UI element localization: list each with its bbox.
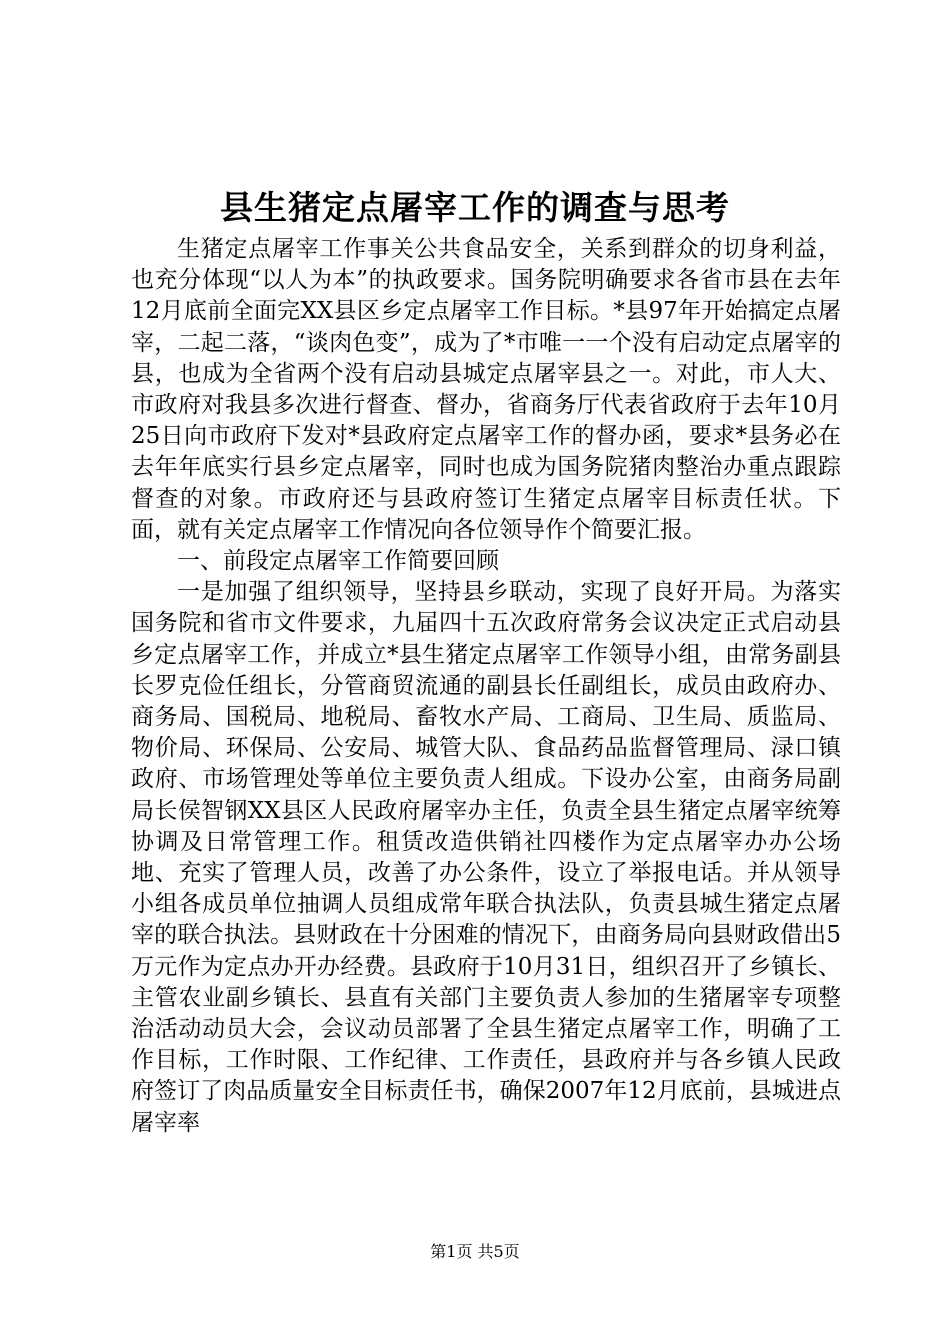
section-heading: 一、前段定点屠宰工作简要回顾 — [177, 548, 499, 575]
paragraph-intro: 生猪定点屠宰工作事关公共食品安全，关系到群众的切身利益，也充分体现“以人为本”的执政要求。国务院明确要求各省市县在去年12月底前全面完XX县区乡定点屠宰工作目标。*县97年开始搞定点屠宰，二起二落，“谈肉色变”，成为了*市唯一一个没有启动定点屠宰的县，也成为全省两个没有启动县城定点屠宰县之一。对此，市人大、市政府对我县多次进行督查、督办，省商务厅代表省政府于去年10月25日向市政府下发对*县政府定点屠宰工作的督办函，要求*县务必在去年年底实行县乡定点屠宰，同时也成为国务院猪肉整治办重点跟踪督查的对象。市政府还与县政府签订生猪定点屠宰目标责任状。下面，就有关定点屠宰工作情况向各位领导作个简要汇报。 — [131, 236, 841, 543]
paragraph-organization: 一是加强了组织领导，坚持县乡联动，实现了良好开局。为落实国务院和省市文件要求，九届四十五次政府常务会议决定正式启动县乡定点屠宰工作，并成立*县生猪定点屠宰工作领导小组，由常务副县长罗克俭任组长，分管商贸流通的副县长任副组长，成员由政府办、商务局、国税局、地税局、畜牧水产局、工商局、卫生局、质监局、物价局、环保局、公安局、城管大队、食品药品监督管理局、渌口镇政府、市场管理处等单位主要负责人组成。下设办公室，由商务局副局长侯智钢XX县区人民政府屠宰办主任，负责全县生猪定点屠宰统筹协调及日常管理工作。租赁改造供销社四楼作为定点屠宰办办公场地、充实了管理人员，改善了办公条件，设立了举报电话。并从领导小组各成员单位抽调人员组成常年联合执法队，负责县城生猪定点屠宰的联合执法。县财政在十分困难的情况下，由商务局向县财政借出5万元作为定点办开办经费。县政府于10月31日，组织召开了乡镇长、主管农业副乡镇长、县直有关部门主要负责人参加的生猪屠宰专项整治活动动员大会，会议动员部署了全县生猪定点屠宰工作，明确了工作目标，工作时限、工作纪律、工作责任，县政府并与各乡镇人民政府签订了肉品质量安全目标责任书，确保2007年12月底前，县城进点屠宰率 — [131, 579, 841, 1136]
document-body — [131, 234, 841, 1139]
document-title: 县生猪定点屠宰工作的调查与思考 — [220, 188, 730, 227]
page-number-footer: 第1页 共5页 — [430, 1242, 520, 1261]
